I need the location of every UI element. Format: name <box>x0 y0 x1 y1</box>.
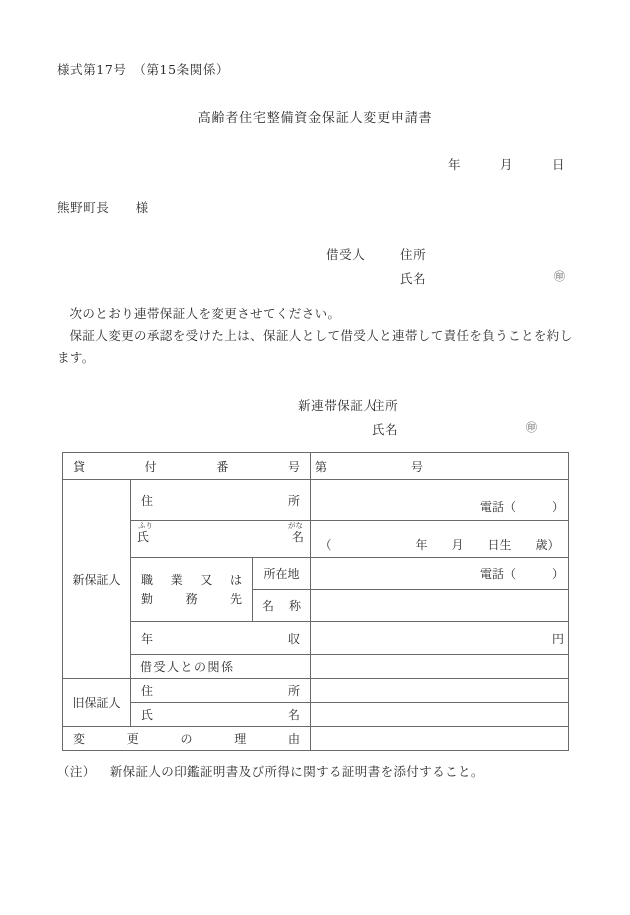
change-reason-label-char-3: の <box>180 732 193 746</box>
old-address-label-char-1: 住 <box>141 684 154 698</box>
new-address-label-char-2: 所 <box>288 493 301 508</box>
occupation-label-cell <box>131 558 253 622</box>
old-address-label-char-2: 所 <box>288 684 301 698</box>
old-name-label-cell <box>131 703 311 727</box>
change-reason-label-char-5: 由 <box>288 732 301 746</box>
new-joint-guarantor-name-label: 氏名 <box>372 422 399 437</box>
occupation-label-l1-char-4: は <box>229 572 242 587</box>
relation-label-cell <box>131 655 311 679</box>
new-address-label-cell <box>131 480 311 521</box>
new-name-label-cell <box>131 521 311 558</box>
table-row-loan-number <box>63 453 569 480</box>
new-name-value-cell[interactable]: （ 年 月 日生 歳） <box>311 521 569 558</box>
occupation-label-l1-char-2: 業 <box>170 572 183 587</box>
loan-number-label-char-3: 番 <box>216 459 229 474</box>
change-reason-label-cell <box>63 727 311 751</box>
new-address-value-cell[interactable]: 電話（ ） <box>311 480 569 521</box>
table-row-occupation-location <box>63 558 569 590</box>
workplace-name-label-char-1: 名 <box>262 599 275 613</box>
new-joint-guarantor-role-label: 新連帯保証人 <box>298 398 377 413</box>
workplace-location-label-cell: 所在地 <box>253 558 311 590</box>
relation-label: 借受人との関係 <box>140 660 235 674</box>
statement-line-2: 保証人変更の承認を受けた上は、保証人として借受人と連帯して責任を負うことを約します。 <box>57 328 573 365</box>
relation-value-cell[interactable] <box>311 655 569 679</box>
table-row-income <box>63 622 569 655</box>
new-name-label-char-1: 氏 <box>137 530 150 544</box>
borrower-seal-icon: ㊞ <box>554 270 566 283</box>
old-name-label-char-2: 名 <box>288 708 301 722</box>
footnote-text: 新保証人の印鑑証明書及び所得に関する証明書を添付すること。 <box>109 764 484 779</box>
footnote <box>57 762 484 780</box>
old-guarantor-row-label: 旧保証人 <box>63 679 131 727</box>
form-number: 様式第17号 （第15条関係） <box>57 62 230 77</box>
loan-number-label-char-2: 付 <box>144 459 157 474</box>
change-reason-label-char-4: 理 <box>234 732 247 746</box>
old-address-value-cell[interactable] <box>311 679 569 703</box>
new-address-label-char-1: 住 <box>141 493 154 508</box>
table-row-old-name <box>63 703 569 727</box>
new-joint-guarantor-address-label: 住所 <box>372 398 399 413</box>
loan-number-value-cell[interactable]: 第 号 <box>311 453 569 480</box>
borrower-role-label: 借受人 <box>326 247 366 262</box>
income-label-char-2: 収 <box>288 631 301 646</box>
table-row-old-address <box>63 679 569 703</box>
loan-number-label-char-1: 貸 <box>73 459 86 474</box>
guarantor-change-table <box>62 452 569 751</box>
new-name-label-char-2: 名 <box>292 530 305 544</box>
document-title: 高齢者住宅整備資金保証人変更申請書 <box>197 111 433 126</box>
addressee: 熊野町長 様 <box>57 200 149 215</box>
new-joint-guarantor-seal-icon: ㊞ <box>526 421 538 434</box>
workplace-location-value-cell[interactable]: 電話（ ） <box>311 558 569 590</box>
statement-block <box>57 303 577 369</box>
change-reason-label-char-2: 更 <box>126 732 139 746</box>
new-guarantor-row-label: 新保証人 <box>63 480 131 679</box>
date-line: 年 月 日 <box>448 157 566 172</box>
occupation-label-l2-char-1: 勤 <box>141 591 154 606</box>
income-label-char-1: 年 <box>141 631 154 646</box>
occupation-label-l2-char-3: 先 <box>229 591 242 606</box>
table-row-change-reason <box>63 727 569 751</box>
loan-number-label-char-4: 号 <box>287 459 300 474</box>
old-name-value-cell[interactable] <box>311 703 569 727</box>
change-reason-label-char-1: 変 <box>73 732 86 746</box>
workplace-name-value-cell[interactable] <box>311 590 569 622</box>
occupation-label-l2-char-2: 務 <box>185 591 198 606</box>
change-reason-value-cell[interactable] <box>311 727 569 751</box>
old-name-label-char-1: 氏 <box>141 708 154 722</box>
occupation-label-l1-char-3: 又 <box>200 572 213 587</box>
old-address-label-cell <box>131 679 311 703</box>
workplace-name-label-cell <box>253 590 311 622</box>
table-row-relation <box>63 655 569 679</box>
occupation-label-l1-char-1: 職 <box>141 572 154 587</box>
borrower-address-label: 住所 <box>400 247 427 262</box>
furigana-label-right: がな <box>288 521 304 530</box>
statement-line-1: 次のとおり連帯保証人を変更させてください。 <box>69 306 341 321</box>
borrower-name-label: 氏名 <box>400 271 427 286</box>
footnote-mark: （注） <box>57 764 96 779</box>
table-row-new-name <box>63 521 569 558</box>
income-value-cell[interactable]: 円 <box>311 622 569 655</box>
workplace-name-label-char-2: 称 <box>289 599 302 613</box>
loan-number-label-cell <box>63 453 311 480</box>
furigana-label-left: ふり <box>138 521 153 530</box>
table-row-new-address <box>63 480 569 521</box>
income-label-cell <box>131 622 311 655</box>
